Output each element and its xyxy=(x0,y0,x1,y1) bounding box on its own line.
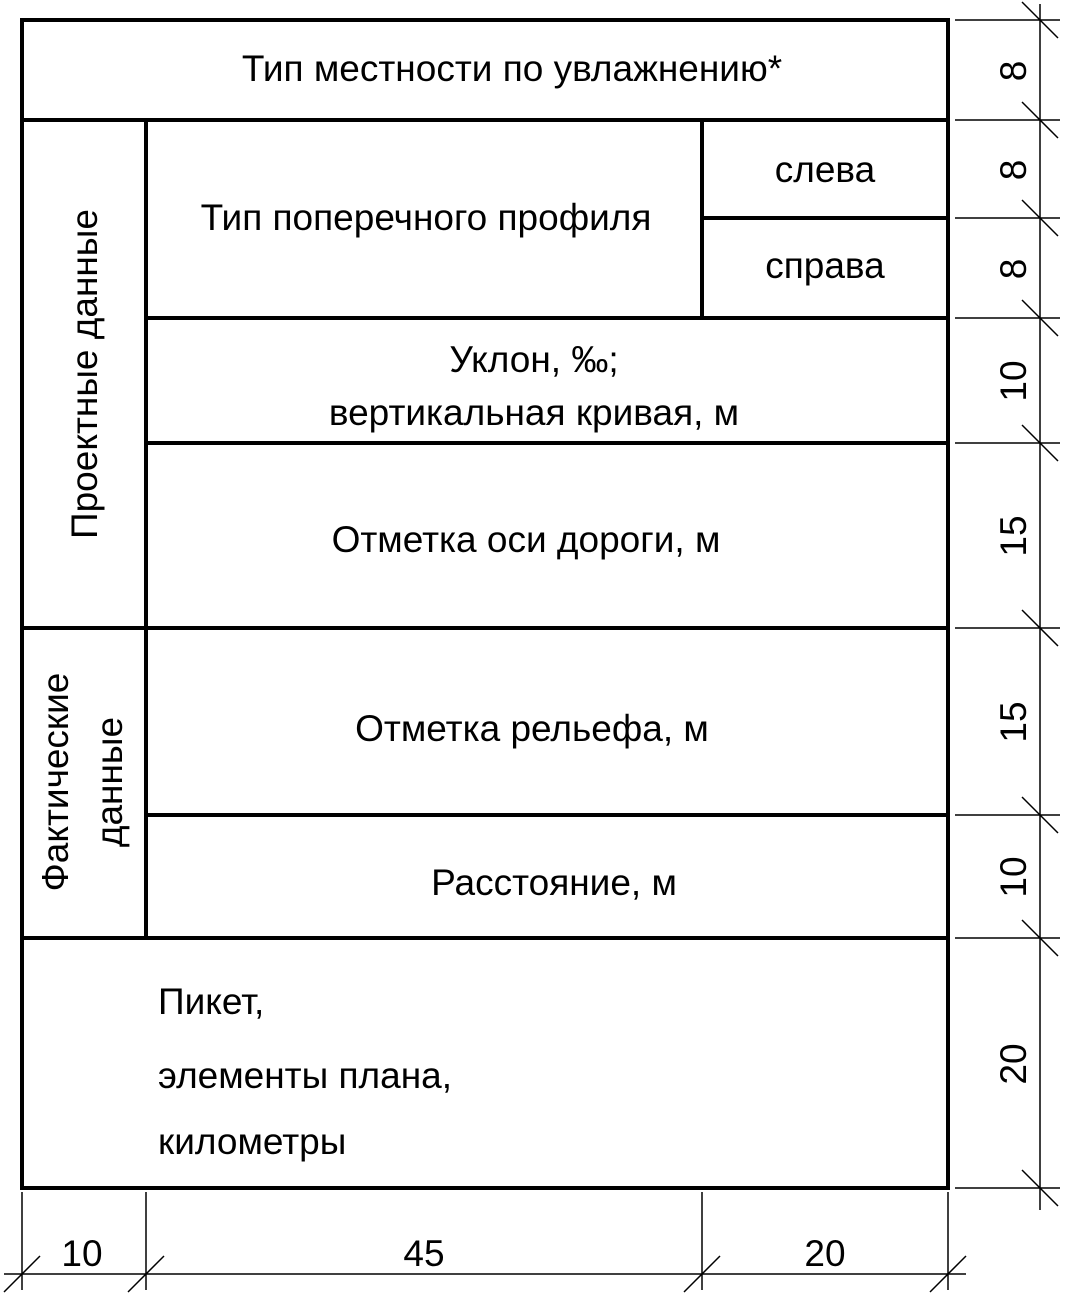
row-dimension-value: 10 xyxy=(993,360,1034,402)
row-dimension-value: 20 xyxy=(993,1043,1034,1085)
right-side-label: справа xyxy=(765,245,885,286)
actual-data-label-line2: данные xyxy=(89,716,130,848)
column-dimension-value: 10 xyxy=(61,1233,103,1274)
vertical-curve-label: вертикальная кривая, м xyxy=(328,392,740,433)
row-dimension-value: 15 xyxy=(993,515,1034,557)
row-dimension-value: 8 xyxy=(993,258,1034,280)
row-dimension-value: 10 xyxy=(993,856,1034,898)
road-axis-mark-label: Отметка оси дороги, м xyxy=(331,519,721,560)
moisture-type-label: Тип местности по увлажнению* xyxy=(241,48,783,89)
design-data-label: Проектные данные xyxy=(64,209,105,539)
terrain-mark-label: Отметка рельефа, м xyxy=(355,708,709,749)
slope-label: Уклон, ‰; xyxy=(449,339,619,380)
cross-section-type-label: Тип поперечного профиля xyxy=(200,197,652,238)
picket-label-line2: элементы плана, xyxy=(158,1055,452,1096)
row-dimension-value: 8 xyxy=(993,60,1034,82)
left-side-label: слева xyxy=(774,149,876,190)
row-dimension-value: 15 xyxy=(993,701,1034,743)
picket-label-line1: Пикет, xyxy=(158,981,265,1022)
picket-label-line3: километры xyxy=(158,1121,347,1162)
row-dimension-line xyxy=(955,2,1060,1210)
distance-label: Расстояние, м xyxy=(431,862,677,903)
actual-data-label-line1: Фактические xyxy=(35,672,76,892)
column-dimension-value: 20 xyxy=(804,1233,846,1274)
row-dimension-value: 8 xyxy=(993,159,1034,181)
column-dimension-value: 45 xyxy=(403,1233,445,1274)
